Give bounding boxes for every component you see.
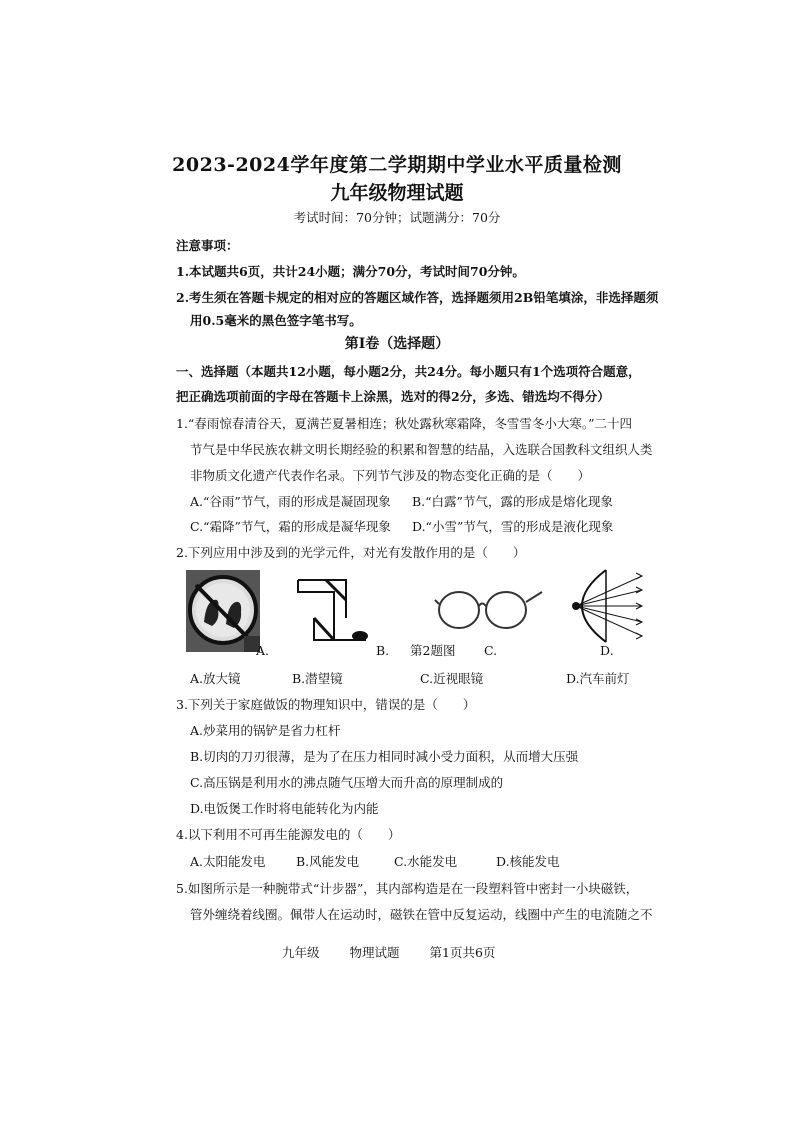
q3-option-b: B.切肉的刀刃很薄，是为了在压力相同时减小受力面积，从而增大压强	[190, 749, 579, 764]
q4-option-c: C.水能发电	[394, 854, 458, 869]
q5-stem: 5.如图所示是一种腕带式“计步器”，其内部构造是在一段塑料管中密封一小块磁铁，	[176, 881, 639, 896]
q2-option-d: D.汽车前灯	[566, 671, 630, 686]
footer-grade: 九年级	[282, 945, 320, 960]
headlight-figure	[562, 568, 646, 644]
q1-stem-cont1: 节气是中华民族农耕文明长期经验的积累和智慧的结晶，入选联合国教科文组织人类	[190, 442, 653, 457]
periscope-figure	[296, 578, 376, 648]
footer-page-number: 第1页共6页	[429, 945, 496, 960]
q5-stem-cont: 管外缠绕着线圈。佩带人在运动时，磁铁在管中反复运动，线圈中产生的电流随之不	[190, 907, 653, 922]
page-footer	[282, 943, 521, 961]
q1-option-b: B.“白露”节气，露的形成是熔化现象	[412, 494, 613, 509]
section-intro: 一、选择题（本题共12小题，每小题2分，共24分。每小题只有1个选项符合题意，	[176, 364, 641, 379]
fig-label-a: A.	[256, 643, 270, 658]
notes-item-2: 2.考生须在答题卡规定的相对应的答题区域作答，选择题须用2B铅笔填涂，非选择题须	[176, 290, 659, 305]
footer-subject: 物理试题	[349, 945, 400, 960]
q4-option-a: A.太阳能发电	[190, 854, 266, 869]
magnifier-figure	[186, 570, 260, 652]
section-intro-cont: 把正确选项前面的字母在答题卡上涂黑，选对的得2分，多选、错选均不得分）	[176, 389, 610, 404]
q3-option-c: C.高压锅是利用水的沸点随气压增大而升高的原理制成的	[190, 775, 504, 790]
q3-option-a: A.炒菜用的锅铲是省力杠杆	[190, 723, 341, 738]
section-title: 第Ⅰ卷（选择题）	[344, 336, 450, 352]
notes-item-1: 1.本试题共6页，共计24小题；满分70分，考试时间70分钟。	[176, 264, 525, 279]
fig-label-c: C.	[484, 643, 498, 658]
exam-subtitle: 九年级物理试题	[330, 182, 464, 204]
fig-label-d: D.	[600, 643, 614, 658]
q3-stem: 3.下列关于家庭做饭的物理知识中，错误的是（ ）	[176, 697, 476, 712]
q3-option-d: D.电饭煲工作时将电能转化为内能	[190, 801, 379, 816]
q2-option-a: A.放大镜	[190, 671, 241, 686]
q2-stem: 2.下列应用中涉及到的光学元件，对光有发散作用的是（ ）	[176, 545, 526, 560]
notes-heading: 注意事项：	[176, 238, 239, 253]
exam-info: 考试时间：70分钟；试题满分：70分	[293, 210, 501, 225]
q1-stem: 1.“春雨惊春清谷天，夏满芒夏暑相连；秋处露秋寒霜降，冬雪雪冬小大寒。”二十四	[176, 416, 632, 431]
figure-caption: 第2题图	[410, 643, 456, 658]
q1-option-a: A.“谷雨”节气，雨的形成是凝固现象	[190, 494, 391, 509]
q1-stem-cont2: 非物质文化遗产代表作名录。下列节气涉及的物态变化正确的是（ ）	[190, 468, 591, 483]
q2-option-c: C.近视眼镜	[420, 671, 484, 686]
fig-label-b: B.	[376, 643, 390, 658]
glasses-figure	[434, 586, 544, 632]
exam-title: 2023-2024学年度第二学期期中学业水平质量检测	[172, 154, 622, 176]
q4-option-d: D.核能发电	[496, 854, 560, 869]
q1-option-c: C.“霜降”节气，霜的形成是凝华现象	[190, 519, 391, 534]
q1-option-d: D.“小雪”节气，雪的形成是液化现象	[412, 519, 614, 534]
q4-stem: 4.以下利用不可再生能源发电的（ ）	[176, 827, 401, 842]
q2-option-b: B.潜望镜	[292, 671, 343, 686]
q4-option-b: B.风能发电	[296, 854, 360, 869]
notes-item-2-cont: 用0.5毫米的黑色签字笔书写。	[190, 313, 362, 328]
